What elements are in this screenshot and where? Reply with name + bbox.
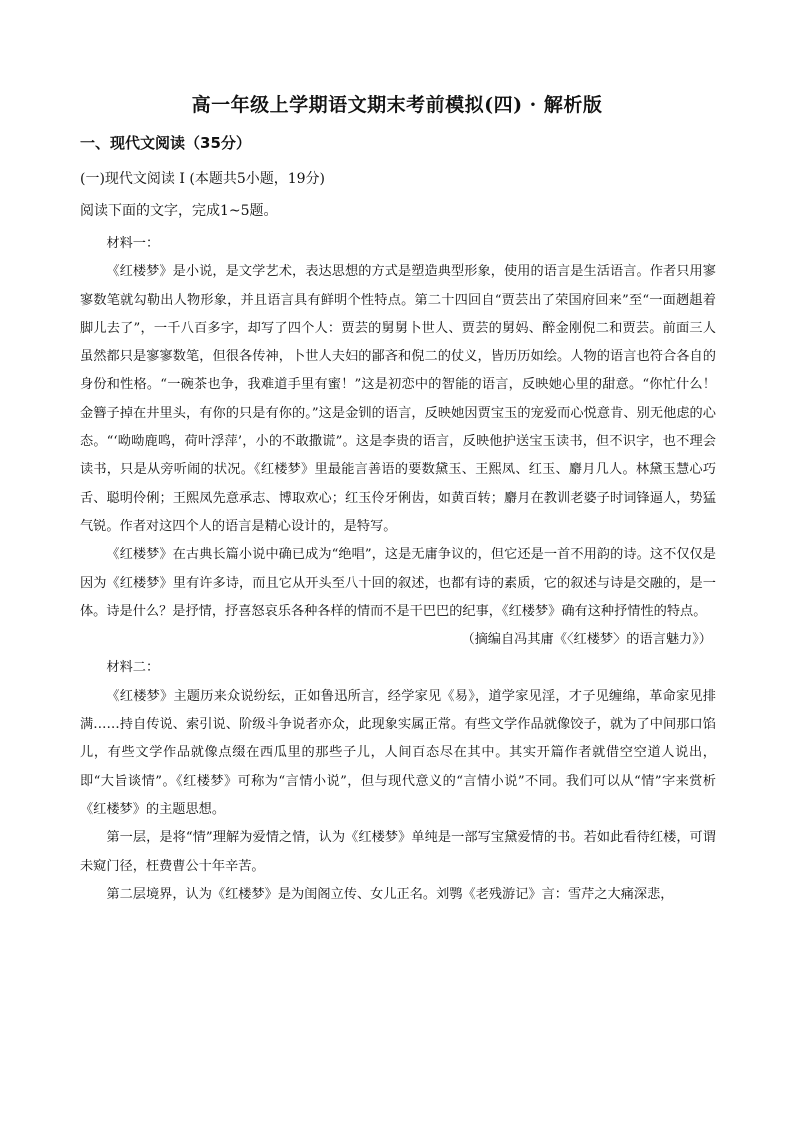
material1-label: 材料一： bbox=[106, 236, 160, 251]
material2-paragraph: 第一层，是将“情”理解为爱情之情，认为《红楼梦》单纯是一部写宝黛爱情的书。若如此看待红楼，可谓未窥门径，枉费曹公十年辛苦。 bbox=[80, 830, 716, 874]
section-heading: 一、现代文阅读（35分） bbox=[80, 134, 251, 152]
instruction-text: 阅读下面的文字，完成1~5题。 bbox=[80, 203, 278, 219]
material2-label: 材料二： bbox=[106, 660, 160, 676]
reading-passage bbox=[80, 230, 716, 909]
material2-paragraph: 《红楼梦》主题历来众说纷纭，正如鲁迅所言，经学家见《易》，道学家见淫，才子见缠绵，革命家见排满……持自传说、索引说、阶级斗争说者亦众，此现象实属正常。有些文学作品就像饺子，就为了中间那口馅儿，有些文学作品就像点缀在西瓜里的那些子儿，人间百态尽在其中。其实开篇作者就借空空道人说出，即“大旨谈情”。《红楼梦》可称为“言情小说”，但与现代意义的“言情小说”不同。我们可以从“情”字来赏析《红楼梦》的主题思想。 bbox=[80, 688, 716, 817]
material1-paragraph: 《红楼梦》是小说，是文学艺术，表达思想的方式是塑造典型形象，使用的语言是生活语言。作者只用寥寥数笔就勾勒出人物形象，并且语言具有鲜明个性特点。第二十四回自“贾芸出了荣国府回来”至“一面趔趄着脚儿去了”，一千八百多字，却写了四个人：贾芸的舅舅卜世人、贾芸的舅妈、醉金刚倪二和贾芸。前面三人虽然都只是寥寥数笔，但很各传神，卜世人夫妇的鄙吝和倪二的仗义，皆历历如绘。人物的语言也符合各自的身份和性格。“一碗茶也争，我难道手里有蜜！”这是初恋中的智能的语言，反映她心里的甜意。“你忙什么！金簪子掉在井里头，有你的只是有你的。”这是金钏的语言，反映她因贾宝玉的宠爱而心悦意肯、别无他虑的心态。“‘呦呦鹿鸣，荷叶浮萍’，小的不敢撒谎”。这是李贵的语言，反映他护送宝玉读书，但不识字，也不理会读书，只是从旁听闹的状况。《红楼梦》里最能言善语的要数黛玉、王熙凤、红玉、麝月几人。林黛玉慧心巧舌、聪明伶俐；王熙凤先意承志、博取欢心；红玉伶牙俐齿，如黄百转；麝月在教训老婆子时词锋逼人，势猛气锐。作者对这四个人的语言是精心设计的，是特写。 bbox=[80, 264, 716, 534]
subsection-heading: (一)现代文阅读 I (本题共5小题，19分) bbox=[80, 171, 325, 187]
material1-source: （摘编自冯其庸《〈红楼梦〉的语言魅力》） bbox=[461, 632, 712, 648]
material1-paragraph: 《红楼梦》在古典长篇小说中确已成为“绝唱”，这是无庸争议的，但它还是一首不用韵的诗。这不仅仅是因为《红楼梦》里有许多诗，而且它从开头至八十回的叙述，也都有诗的素质，它的叙述与诗是交融的，是一体。诗是什么？是抒情，抒喜怒哀乐各种各样的情而不是干巴巴的纪事，《红楼梦》确有这种抒情性的特点。 bbox=[80, 547, 716, 619]
document-title: 高一年级上学期语文期末考前模拟(四) · 解析版 bbox=[191, 94, 603, 116]
material2-paragraph: 第二层境界，认为《红楼梦》是为闺阁立传、女儿正名。刘鹗《老残游记》言：雪芹之大痛深悲， bbox=[106, 886, 674, 902]
